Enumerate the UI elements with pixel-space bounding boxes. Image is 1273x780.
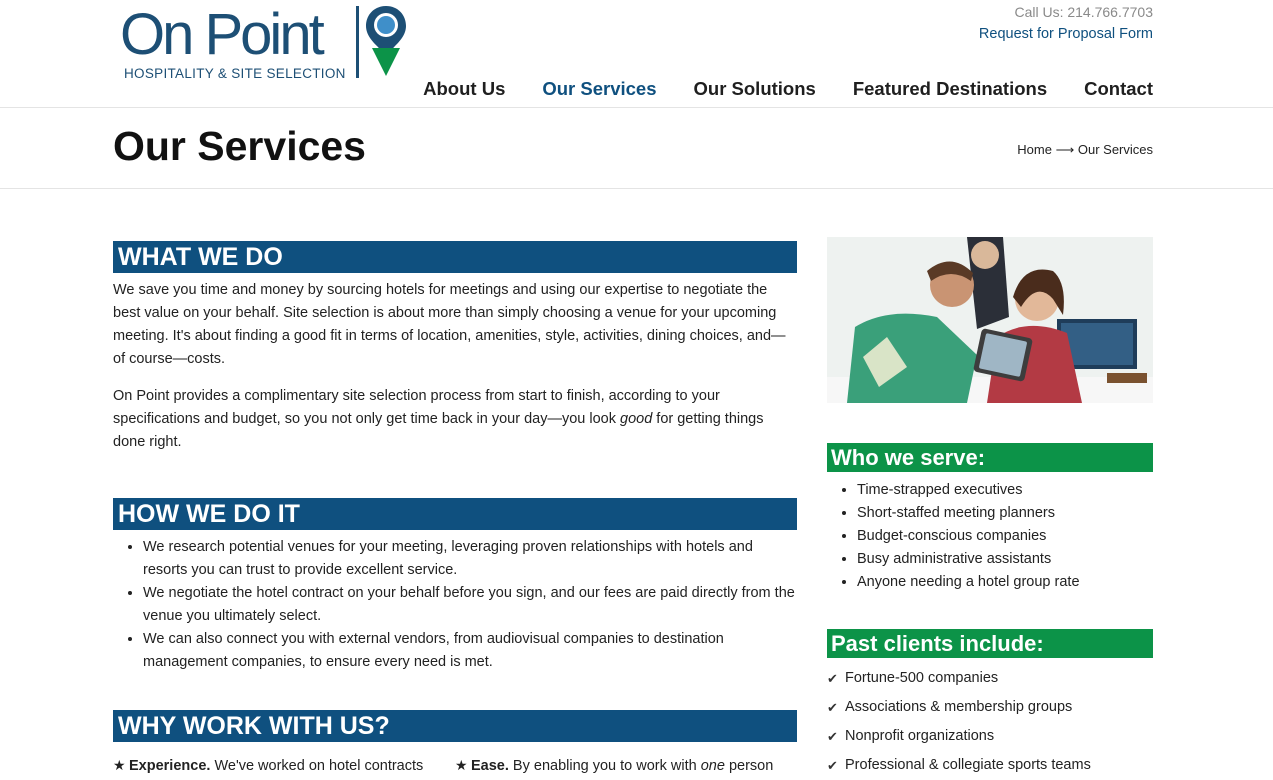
list-item xyxy=(827,751,1153,780)
list-item xyxy=(827,664,1153,693)
why-work-columns xyxy=(113,754,797,778)
nav-our-solutions[interactable]: Our Solutions xyxy=(693,78,816,99)
main-content xyxy=(113,241,797,778)
list-item: • Budget-conscious companies xyxy=(857,525,1153,548)
nav-contact[interactable]: Contact xyxy=(1084,78,1153,99)
nav-our-services[interactable]: Our Services xyxy=(542,78,657,99)
past-clients-heading: Past clients include: xyxy=(827,629,1153,658)
paragraph-text: On Point provides a complimentary site selection process from start to finish, according to your specifications and budget, so you not only get time back in your day—you look xyxy=(113,388,720,427)
why-text: By enabling you to work with xyxy=(508,758,701,774)
why-work-with-us-heading: WHY WORK WITH US? xyxy=(113,710,797,742)
breadcrumb-current: Our Services xyxy=(1077,142,1153,157)
how-we-do-it-list xyxy=(143,536,797,674)
site-logo[interactable] xyxy=(120,4,420,84)
why-emphasis: one xyxy=(700,758,725,774)
list-item: • We negotiate the hotel contract on your behalf before you sign, and our fees are paid directly from the venue you ultimately select. xyxy=(143,582,797,628)
who-we-serve-heading: Who we serve: xyxy=(827,443,1153,472)
list-item: • Short-staffed meeting planners xyxy=(857,502,1153,525)
star-icon: ★ xyxy=(455,757,468,773)
page-title: Our Services xyxy=(113,123,366,169)
list-item-text: Associations & membership groups xyxy=(845,699,1073,715)
list-item: • We can also connect you with external vendors, from audiovisual companies to destination management companies, to ensure every need is met. xyxy=(143,628,797,674)
check-icon: ✔ xyxy=(827,700,838,715)
how-we-do-it-heading: HOW WE DO IT xyxy=(113,498,797,530)
list-item-text: Professional & collegiate sports teams xyxy=(845,757,1091,773)
nav-featured-destinations[interactable]: Featured Destinations xyxy=(852,78,1048,99)
logo-tagline: HOSPITALITY & SITE SELECTION xyxy=(124,66,346,81)
map-pin-icon xyxy=(363,4,409,78)
why-label: Ease. xyxy=(471,758,509,774)
list-item: • Time-strapped executives xyxy=(857,479,1153,502)
sidebar xyxy=(827,237,1153,780)
page-title-bar xyxy=(0,109,1273,189)
why-text: We've worked on hotel contracts xyxy=(210,758,424,774)
breadcrumb-home-link[interactable]: Home xyxy=(1017,142,1052,157)
who-we-serve-list xyxy=(857,479,1153,594)
past-clients-list xyxy=(827,664,1153,780)
list-item-text: Nonprofit organizations xyxy=(845,728,995,744)
list-item: • Busy administrative assistants xyxy=(857,548,1153,571)
why-ease xyxy=(455,754,797,778)
breadcrumb-arrow-icon: ⟶ xyxy=(1055,142,1075,157)
paragraph-text: for getting things done right. xyxy=(113,411,764,450)
breadcrumb xyxy=(1017,142,1153,158)
what-we-do-paragraph-2 xyxy=(113,385,797,454)
list-item: • We research potential venues for your meeting, leveraging proven relationships with hotels and resorts you can trust to provide excellent service. xyxy=(143,536,797,582)
why-label: Experience. xyxy=(129,758,211,774)
list-item xyxy=(827,693,1153,722)
what-we-do-heading: WHAT WE DO xyxy=(113,241,797,273)
star-icon: ★ xyxy=(113,757,126,773)
check-icon: ✔ xyxy=(827,671,838,686)
rfp-link[interactable]: Request for Proposal Form xyxy=(978,26,1153,42)
why-text: person xyxy=(724,758,774,774)
nav-about-us[interactable]: About Us xyxy=(423,78,506,99)
list-item xyxy=(827,722,1153,751)
list-item-text: Fortune-500 companies xyxy=(845,670,999,686)
call-us-text: Call Us: 214.766.7703 xyxy=(1014,4,1153,20)
main-nav xyxy=(423,78,1153,100)
check-icon: ✔ xyxy=(827,729,838,744)
site-header xyxy=(0,0,1273,108)
logo-wordmark: On Point xyxy=(120,2,322,67)
check-icon: ✔ xyxy=(827,758,838,773)
paragraph-emphasis: good xyxy=(620,411,653,427)
why-experience xyxy=(113,754,455,778)
what-we-do-paragraph-1: We save you time and money by sourcing hotels for meetings and using our expertise to negotiate the best value on your behalf. Site selection is about more than simply choosing a venue for your upcoming meeting. It's about finding a good fit in terms of location, amenities, style, activities, dining choices, and—of course—costs. xyxy=(113,282,786,367)
meeting-photo xyxy=(827,237,1153,403)
logo-divider xyxy=(356,6,359,78)
list-item: • Anyone needing a hotel group rate xyxy=(857,571,1153,594)
